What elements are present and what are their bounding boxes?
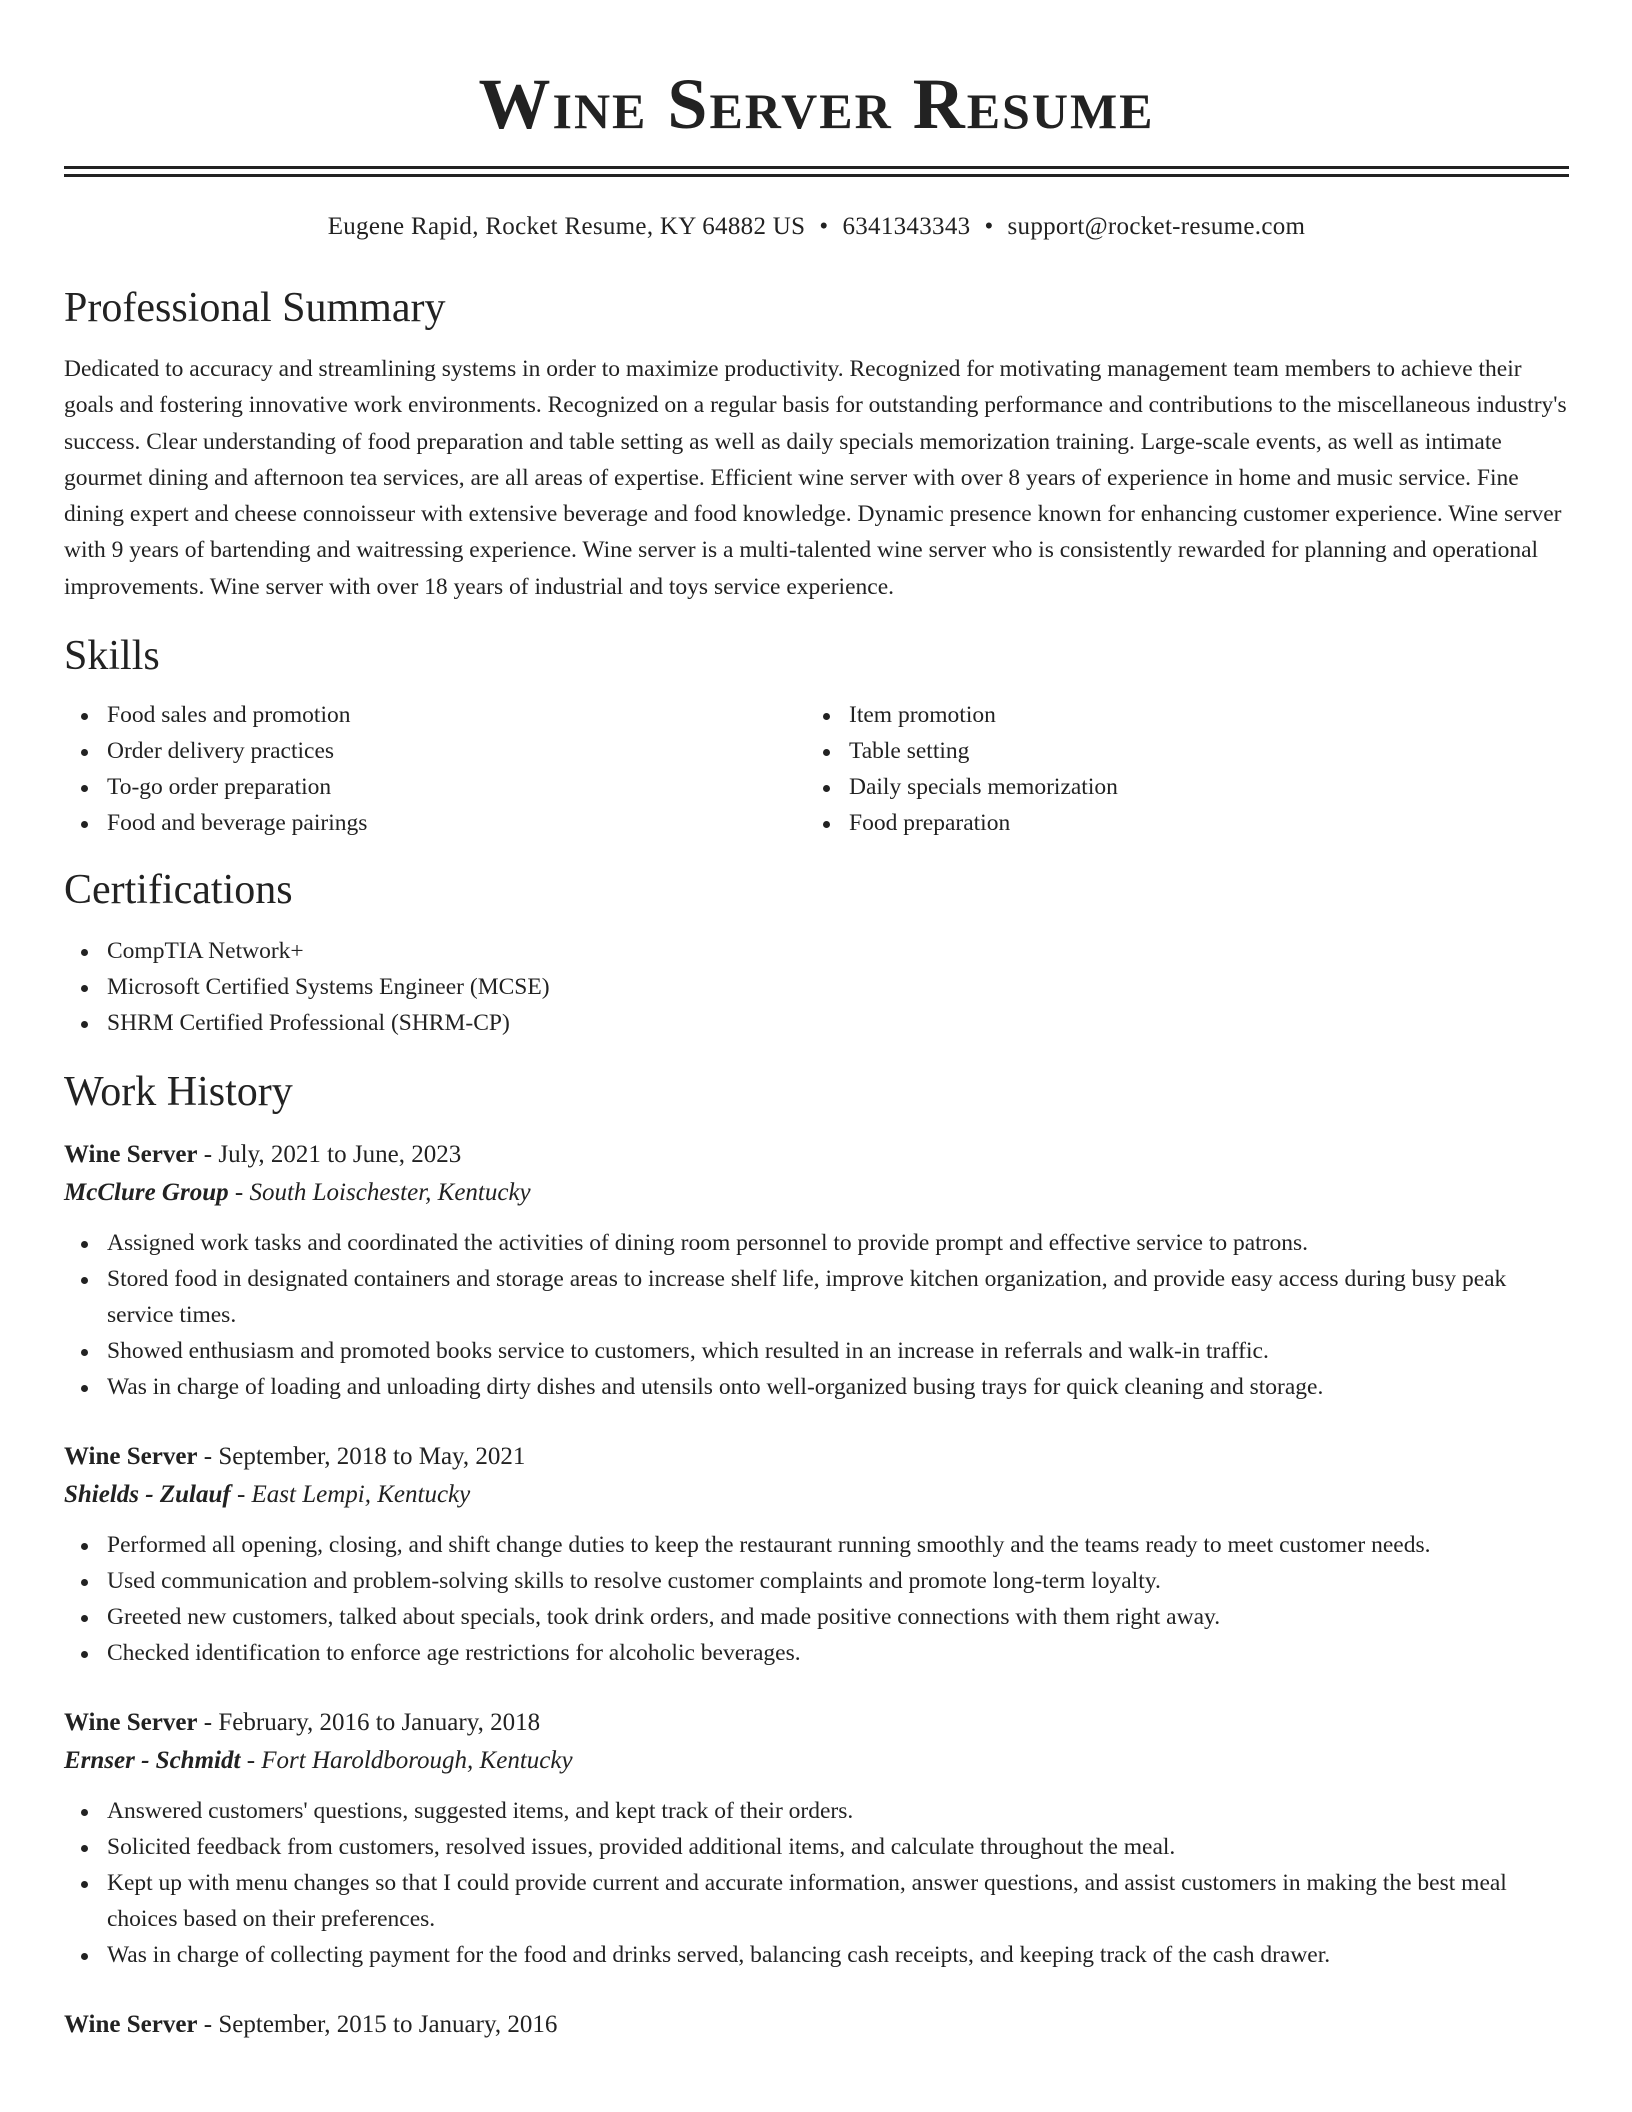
job-entry <box>64 1137 1569 1405</box>
job-header <box>64 1439 1569 1475</box>
job-location: - Fort Haroldborough, Kentucky <box>240 1747 573 1775</box>
list-item: Kept up with menu changes so that I could provide current and accurate information, answer questions, and assist customers in making the best meal choices based on their preferences. <box>64 1865 1569 1937</box>
list-item: Was in charge of collecting payment for the food and drinks served, balancing cash receipts, and keeping track of the cash drawer. <box>64 1937 1569 1973</box>
list-item: CompTIA Network+ <box>64 933 1569 969</box>
list-item: Item promotion <box>806 697 1548 733</box>
list-item: Answered customers' questions, suggested items, and kept track of their orders. <box>64 1793 1569 1829</box>
job-employer <box>64 1475 1569 1515</box>
job-entry <box>64 1439 1569 1671</box>
job-company: McClure Group <box>64 1179 229 1207</box>
job-header <box>64 1705 1569 1741</box>
title-divider <box>64 166 1569 177</box>
list-item: Order delivery practices <box>64 733 806 769</box>
list-item: Daily specials memorization <box>806 769 1548 805</box>
job-dates: - September, 2018 to May, 2021 <box>197 1443 526 1471</box>
section-heading: Skills <box>64 633 160 680</box>
job-duties-list <box>64 1793 1569 1973</box>
resume-title: Wine Server Resume <box>478 64 1155 144</box>
contact-phone: 6341343343 <box>842 213 971 240</box>
contact-separator: • <box>984 213 994 240</box>
skills-list-left <box>64 697 806 841</box>
list-item: Assigned work tasks and coordinated the activities of dining room personnel to provide prompt and effective service to patrons. <box>64 1225 1569 1261</box>
resume-page <box>64 0 1569 2043</box>
job-entry <box>64 2007 1569 2043</box>
job-dates: - February, 2016 to January, 2018 <box>197 1709 541 1737</box>
section-heading: Work History <box>64 1069 293 1116</box>
skills-grid <box>64 697 1569 841</box>
job-header <box>64 1137 1569 1173</box>
job-role: Wine Server <box>64 2011 198 2039</box>
section-heading: Certifications <box>64 867 293 914</box>
job-dates: - September, 2015 to January, 2016 <box>197 2011 558 2039</box>
certifications-section <box>64 865 1569 1041</box>
list-item: SHRM Certified Professional (SHRM-CP) <box>64 1005 1569 1041</box>
job-role: Wine Server <box>64 1443 198 1471</box>
job-employer <box>64 1741 1569 1781</box>
job-employer <box>64 1173 1569 1213</box>
list-item: To-go order preparation <box>64 769 806 805</box>
list-item: Was in charge of loading and unloading dirty dishes and utensils onto well-organized busing trays for quick cleaning and storage. <box>64 1369 1569 1405</box>
job-company: Ernser - Schmidt <box>64 1747 241 1775</box>
list-item: Food and beverage pairings <box>64 805 806 841</box>
list-item: Microsoft Certified Systems Engineer (MCSE) <box>64 969 1569 1005</box>
list-item: Solicited feedback from customers, resolved issues, provided additional items, and calculate throughout the meal. <box>64 1829 1569 1865</box>
contact-address: Eugene Rapid, Rocket Resume, KY 64882 US <box>327 213 806 240</box>
list-item: Greeted new customers, talked about specials, took drink orders, and made positive connections with them right away. <box>64 1599 1569 1635</box>
list-item: Food preparation <box>806 805 1548 841</box>
contact-email: support@rocket-resume.com <box>1007 213 1306 240</box>
skills-list-right <box>806 697 1548 841</box>
job-company: Shields - Zulauf <box>64 1481 231 1509</box>
list-item: Used communication and problem-solving skills to resolve customer complaints and promote long-term loyalty. <box>64 1563 1569 1599</box>
list-item: Checked identification to enforce age restrictions for alcoholic beverages. <box>64 1635 1569 1671</box>
certifications-list <box>64 933 1569 1041</box>
job-duties-list <box>64 1527 1569 1671</box>
contact-separator: • <box>819 213 829 240</box>
job-header <box>64 2007 1569 2043</box>
list-item: Stored food in designated containers and storage areas to increase shelf life, improve kitchen organization, and provide easy access during busy peak service times. <box>64 1261 1569 1333</box>
skills-section <box>64 631 1569 841</box>
job-role: Wine Server <box>64 1709 198 1737</box>
contact-line <box>64 211 1569 243</box>
list-item: Food sales and promotion <box>64 697 806 733</box>
job-location: - East Lempi, Kentucky <box>230 1481 471 1509</box>
list-item: Performed all opening, closing, and shift change duties to keep the restaurant running smoothly and the teams ready to meet customer needs. <box>64 1527 1569 1563</box>
list-item: Table setting <box>806 733 1548 769</box>
summary-text: Dedicated to accuracy and streamlining systems in order to maximize productivity. Recognized for motivating management team members to achieve their goals and fostering innovative work environments. Recognized on a regular basis for outstanding performance and contributions to the miscellaneous industry's success. Clear understanding of food preparation and table setting as well as daily specials memorization training. Large-scale events, as well as intimate gourmet dining and afternoon tea services, are all areas of expertise. Efficient wine server with over 8 years of experience in home and music service. Fine dining expert and cheese connoisseur with extensive beverage and food knowledge. Dynamic presence known for enhancing customer experience. Wine server with 9 years of bartending and waitressing experience. Wine server is a multi-talented wine server who is consistently rewarded for planning and operational improvements. Wine server with over 18 years of industrial and toys service experience. <box>64 356 1567 600</box>
list-item: Showed enthusiasm and promoted books service to customers, which resulted in an increase in referrals and walk-in traffic. <box>64 1333 1569 1369</box>
job-location: - South Loischester, Kentucky <box>228 1179 531 1207</box>
job-entry <box>64 1705 1569 1973</box>
section-heading: Professional Summary <box>64 285 446 331</box>
job-dates: - July, 2021 to June, 2023 <box>197 1141 462 1169</box>
job-role: Wine Server <box>64 1141 198 1169</box>
work-history-section <box>64 1067 1569 2043</box>
professional-summary-section <box>64 283 1569 605</box>
job-duties-list <box>64 1225 1569 1405</box>
